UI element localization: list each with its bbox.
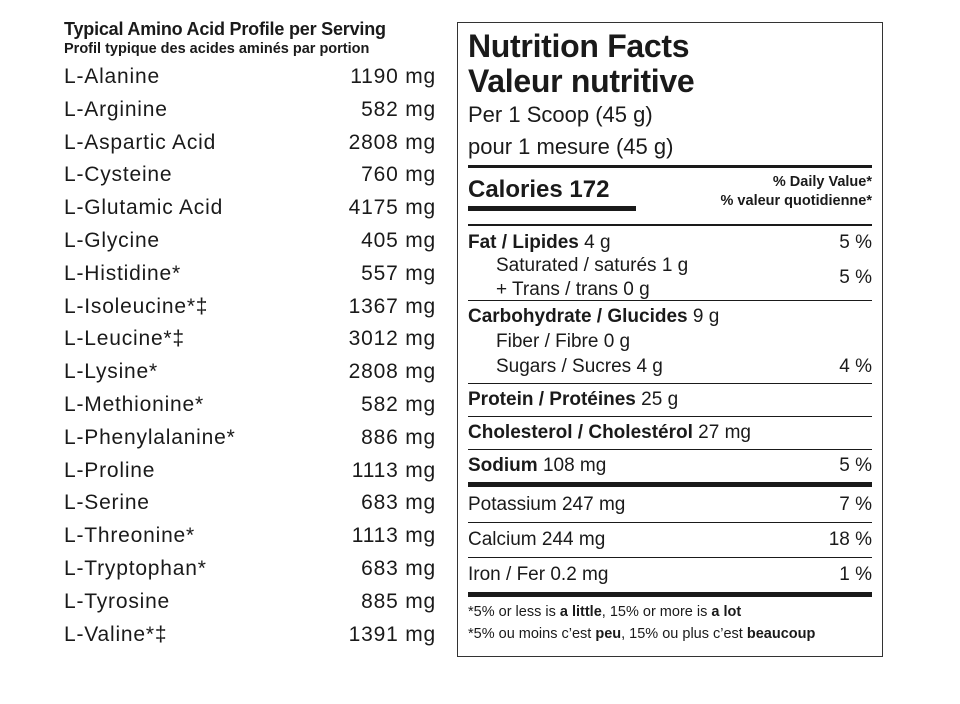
amino-amount: 405 mg (361, 228, 436, 252)
fat-pct: 5 % (839, 232, 872, 253)
amino-name: L-Tryptophan* (64, 556, 207, 580)
sodium-row (468, 450, 872, 482)
amino-acid-list (64, 65, 436, 655)
footnote-en-lot: a lot (711, 604, 742, 620)
amino-row (64, 262, 436, 295)
amino-amount: 885 mg (361, 589, 436, 613)
daily-value-header (721, 168, 872, 222)
amino-amount: 1391 mg (348, 622, 436, 646)
calories-block (468, 168, 872, 222)
amino-row (64, 524, 436, 557)
amino-name: L-Glutamic Acid (64, 196, 224, 220)
amino-amount: 2808 mg (348, 360, 436, 384)
footnote-fr-text-mid: , 15% ou plus c’est (621, 626, 747, 642)
amino-name: L-Proline (64, 458, 156, 482)
fat-section (468, 226, 872, 300)
amino-row (64, 459, 436, 492)
iron-pct: 1 % (839, 564, 872, 585)
amino-name: L-Alanine (64, 65, 160, 88)
footnote-en-text-mid: , 15% or more is (601, 604, 712, 620)
amino-amount: 4175 mg (348, 196, 436, 220)
amino-amount: 886 mg (361, 425, 436, 449)
protein-row (468, 384, 872, 416)
protein-amount: 25 g (641, 389, 679, 410)
fiber-row (468, 329, 872, 354)
sugars-label: Sugars / Sucres (496, 356, 632, 377)
sat-trans-pct: 5 % (839, 267, 872, 288)
amino-row (64, 65, 436, 98)
calories-value: 172 (569, 176, 610, 203)
amino-row (64, 295, 436, 328)
amino-amount: 582 mg (361, 392, 436, 416)
amino-name: L-Tyrosine (64, 589, 171, 613)
footnote-en (468, 601, 872, 623)
calories-label: Calories (468, 176, 563, 203)
footnote-fr-lot: beaucoup (746, 626, 816, 642)
nutrition-title-fr: Valeur nutritive (468, 63, 695, 99)
amino-amount: 1113 mg (351, 524, 436, 548)
carb-amount: 9 g (692, 306, 720, 327)
amino-name: L-Leucine*‡ (64, 327, 185, 351)
amino-row (64, 491, 436, 524)
calcium-label: Calcium (468, 529, 537, 550)
amino-name: L-Aspartic Acid (64, 130, 217, 154)
saturated-row (496, 254, 688, 278)
sodium-pct: 5 % (839, 455, 872, 476)
amino-amount: 1113 mg (351, 458, 436, 482)
footnote (468, 597, 872, 645)
trans-amount: 0 g (623, 279, 650, 300)
amino-amount: 1190 mg (350, 65, 436, 88)
calories-line (468, 168, 636, 204)
potassium-pct: 7 % (839, 493, 872, 515)
footnote-fr-little: peu (595, 626, 622, 642)
daily-value-en: % Daily Value* (772, 174, 872, 190)
amino-row (64, 163, 436, 196)
sodium-amount: 108 mg (542, 455, 607, 476)
fat-row (468, 232, 872, 254)
cholesterol-label: Cholesterol / Cholestérol (468, 422, 693, 443)
amino-row (64, 426, 436, 459)
amino-amount: 582 mg (361, 97, 436, 121)
amino-row (64, 623, 436, 656)
footnote-fr (468, 623, 872, 645)
cholesterol-row (468, 417, 872, 449)
iron-amount: 0.2 mg (550, 564, 609, 585)
potassium-amount: 247 mg (561, 493, 626, 515)
amino-name: L-Arginine (64, 97, 168, 121)
amino-amount: 683 mg (361, 491, 436, 515)
amino-name: L-Glycine (64, 228, 160, 252)
nutrition-title-en: Nutrition Facts (468, 28, 690, 64)
serving-size-en: Per 1 Scoop (45 g) (468, 102, 653, 127)
amino-profile-subtitle: Profil typique des acides aminés par portion (64, 41, 370, 57)
amino-row (64, 98, 436, 131)
amino-name: L-Histidine* (64, 261, 181, 285)
trans-row (496, 278, 688, 302)
calcium-amount: 244 mg (541, 529, 606, 550)
potassium-row (468, 487, 872, 522)
amino-amount: 3012 mg (348, 327, 436, 351)
amino-row (64, 196, 436, 229)
amino-name: L-Threonine* (64, 524, 196, 548)
iron-label: Iron / Fer (468, 564, 546, 585)
amino-amount: 557 mg (361, 261, 436, 285)
amino-row (64, 393, 436, 426)
amino-row (64, 360, 436, 393)
nutrition-facts-panel (457, 22, 883, 657)
fat-sub-rows (468, 254, 872, 302)
fat-label: Fat / Lipides (468, 232, 579, 253)
amino-amount: 760 mg (361, 163, 436, 187)
amino-name: L-Valine*‡ (64, 622, 168, 646)
amino-acid-profile (64, 18, 436, 655)
fat-amount: 4 g (584, 232, 611, 253)
amino-name: L-Phenylalanine* (64, 425, 236, 449)
amino-amount: 1367 mg (348, 294, 436, 318)
calories-underline (468, 206, 636, 211)
amino-amount: 683 mg (361, 556, 436, 580)
fiber-amount: 0 g (603, 331, 631, 352)
iron-row (468, 558, 872, 592)
sodium-label: Sodium (468, 455, 538, 476)
amino-amount: 2808 mg (348, 130, 436, 154)
daily-value-fr: % valeur quotidienne* (720, 193, 872, 209)
amino-row (64, 327, 436, 360)
cholesterol-amount: 27 mg (698, 422, 751, 443)
footnote-en-text: *5% or less is (468, 604, 560, 620)
calcium-row (468, 523, 872, 557)
calcium-pct: 18 % (828, 529, 872, 550)
fiber-label: Fiber / Fibre (496, 331, 599, 352)
sugars-row (468, 354, 872, 379)
carb-label: Carbohydrate / Glucides (468, 306, 688, 327)
trans-label: + Trans / trans (496, 279, 618, 300)
amino-name: L-Methionine* (64, 392, 204, 416)
amino-row (64, 131, 436, 164)
amino-row (64, 590, 436, 623)
amino-row (64, 229, 436, 262)
amino-name: L-Serine (64, 491, 150, 515)
footnote-en-little: a little (559, 604, 602, 620)
saturated-label: Saturated / saturés (496, 255, 657, 276)
serving-size-fr: pour 1 mesure (45 g) (468, 134, 674, 159)
amino-profile-title: Typical Amino Acid Profile per Serving (64, 19, 386, 39)
saturated-amount: 1 g (661, 255, 689, 276)
amino-name: L-Cysteine (64, 163, 173, 187)
amino-name: L-Isoleucine*‡ (64, 294, 209, 318)
potassium-label: Potassium (468, 493, 557, 515)
carb-row (468, 304, 872, 329)
amino-row (64, 557, 436, 590)
amino-name: L-Lysine* (64, 360, 158, 384)
sugars-pct: 4 % (839, 356, 872, 377)
carb-section (468, 301, 872, 383)
footnote-fr-text: *5% ou moins c’est (468, 626, 596, 642)
protein-label: Protein / Protéines (468, 389, 636, 410)
sugars-amount: 4 g (636, 356, 663, 377)
